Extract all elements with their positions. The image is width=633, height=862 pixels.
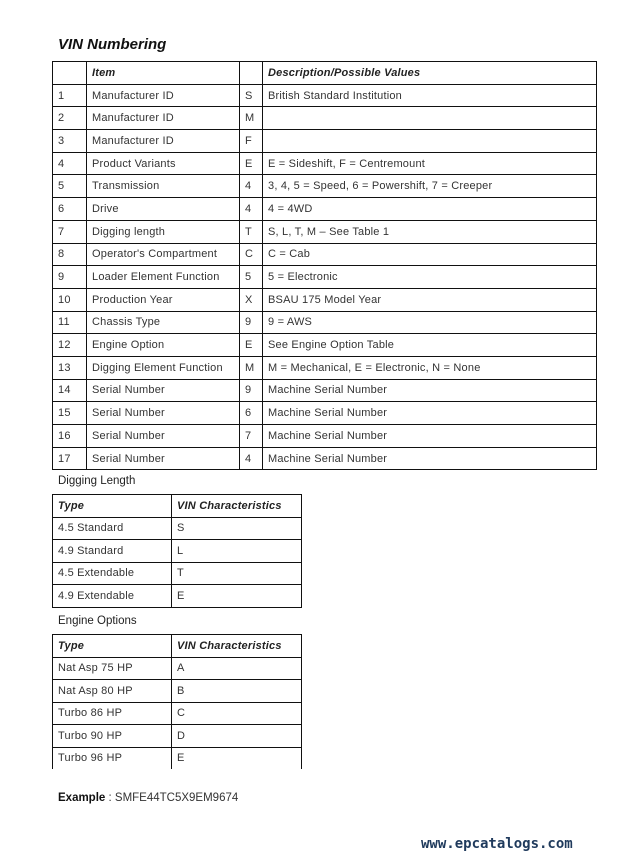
cell-desc: Machine Serial Number [263,379,597,402]
cell-char: F [240,130,263,153]
cell-char: T [240,220,263,243]
table-row [53,311,597,334]
cell-char: 7 [240,425,263,448]
cell-item: Serial Number [87,379,240,402]
cell-char: 4 [240,175,263,198]
table-row [53,585,302,608]
cell-item: Serial Number [87,425,240,448]
cell-num: 3 [53,130,87,153]
cell-item: Digging Element Function [87,356,240,379]
cell-desc: 4 = 4WD [263,198,597,221]
engine-options-table [52,634,302,769]
table-header-row [53,62,597,85]
cell-char: 9 [240,379,263,402]
digging-length-table [52,494,302,608]
cell-item: Product Variants [87,152,240,175]
example-separator: : [105,792,115,804]
cell-item: Transmission [87,175,240,198]
cell-item: Serial Number [87,447,240,470]
cell-num: 5 [53,175,87,198]
page-title: VIN Numbering [58,36,167,53]
cell-desc: British Standard Institution [263,84,597,107]
cell-char: M [240,107,263,130]
table-row [53,517,302,540]
cell-num: 17 [53,447,87,470]
cell-desc: S, L, T, M – See Table 1 [263,220,597,243]
table-row [53,702,302,725]
cell-char: 4 [240,198,263,221]
digging-length-title: Digging Length [58,475,136,487]
cell-desc: See Engine Option Table [263,334,597,357]
cell-char: S [240,84,263,107]
table-row [53,680,302,703]
cell-item: Manufacturer ID [87,84,240,107]
cell-vin: C [172,702,302,725]
table-row [53,425,597,448]
cell-type: 4.9 Standard [53,540,172,563]
cell-item: Production Year [87,288,240,311]
cell-num: 13 [53,356,87,379]
cell-item: Operator's Compartment [87,243,240,266]
cell-type: Nat Asp 75 HP [53,657,172,680]
cell-desc: Machine Serial Number [263,447,597,470]
cell-desc: Machine Serial Number [263,402,597,425]
header-vin-characteristics: VIN Characteristics [172,495,302,518]
cell-desc: 3, 4, 5 = Speed, 6 = Powershift, 7 = Creeper [263,175,597,198]
table-row [53,84,597,107]
cell-desc: M = Mechanical, E = Electronic, N = None [263,356,597,379]
cell-num: 8 [53,243,87,266]
cell-vin: B [172,680,302,703]
table-header-row [53,495,302,518]
header-item: Item [87,62,240,85]
cell-num: 9 [53,266,87,289]
cell-item: Manufacturer ID [87,130,240,153]
cell-vin: A [172,657,302,680]
cell-desc: BSAU 175 Model Year [263,288,597,311]
table-row [53,243,597,266]
cell-vin: T [172,562,302,585]
cell-vin: E [172,585,302,608]
header-type: Type [53,495,172,518]
cell-item: Engine Option [87,334,240,357]
cell-num: 11 [53,311,87,334]
header-num [53,62,87,85]
cell-char: 9 [240,311,263,334]
cell-desc: C = Cab [263,243,597,266]
table-row [53,220,597,243]
cell-vin: L [172,540,302,563]
cell-vin: D [172,725,302,748]
cell-type: Turbo 86 HP [53,702,172,725]
table-row [53,540,302,563]
table-row [53,447,597,470]
table-row [53,725,302,748]
cell-num: 1 [53,84,87,107]
cell-num: 6 [53,198,87,221]
table-row [53,562,302,585]
cell-num: 16 [53,425,87,448]
table-row [53,356,597,379]
cell-type: 4.5 Standard [53,517,172,540]
cell-type: 4.5 Extendable [53,562,172,585]
cell-num: 14 [53,379,87,402]
table-header-row [53,635,302,658]
engine-options-title: Engine Options [58,615,137,627]
cell-desc: E = Sideshift, F = Centremount [263,152,597,175]
header-type: Type [53,635,172,658]
cell-num: 15 [53,402,87,425]
cell-desc [263,107,597,130]
cell-desc [263,130,597,153]
cell-type: Nat Asp 80 HP [53,680,172,703]
example-label: Example [58,792,106,804]
table-row [53,152,597,175]
table-row [53,198,597,221]
table-row [53,175,597,198]
table-row [53,379,597,402]
example-value: SMFE44TC5X9EM9674 [114,792,239,804]
header-char [240,62,263,85]
header-description: Description/Possible Values [263,62,597,85]
cell-item: Manufacturer ID [87,107,240,130]
cell-type: 4.9 Extendable [53,585,172,608]
cell-char: E [240,334,263,357]
vin-example [58,792,238,804]
table-row [53,657,302,680]
cell-type: Turbo 96 HP [53,747,172,769]
cell-vin: E [172,747,302,769]
table-row [53,402,597,425]
cell-item: Chassis Type [87,311,240,334]
cell-char: C [240,243,263,266]
cell-char: 4 [240,447,263,470]
cell-item: Serial Number [87,402,240,425]
watermark: www.epcatalogs.com [421,836,573,852]
cell-char: 5 [240,266,263,289]
cell-char: 6 [240,402,263,425]
cell-num: 10 [53,288,87,311]
cell-item: Digging length [87,220,240,243]
table-row [53,107,597,130]
table-row [53,288,597,311]
vin-numbering-table [52,61,597,470]
table-row [53,334,597,357]
cell-item: Drive [87,198,240,221]
cell-num: 7 [53,220,87,243]
cell-char: X [240,288,263,311]
header-vin-characteristics: VIN Characteristics [172,635,302,658]
cell-char: E [240,152,263,175]
table-row [53,266,597,289]
cell-num: 2 [53,107,87,130]
cell-item: Loader Element Function [87,266,240,289]
table-row [53,747,302,769]
cell-char: M [240,356,263,379]
cell-desc: Machine Serial Number [263,425,597,448]
cell-num: 12 [53,334,87,357]
cell-desc: 9 = AWS [263,311,597,334]
cell-type: Turbo 90 HP [53,725,172,748]
cell-num: 4 [53,152,87,175]
cell-desc: 5 = Electronic [263,266,597,289]
cell-vin: S [172,517,302,540]
table-row [53,130,597,153]
